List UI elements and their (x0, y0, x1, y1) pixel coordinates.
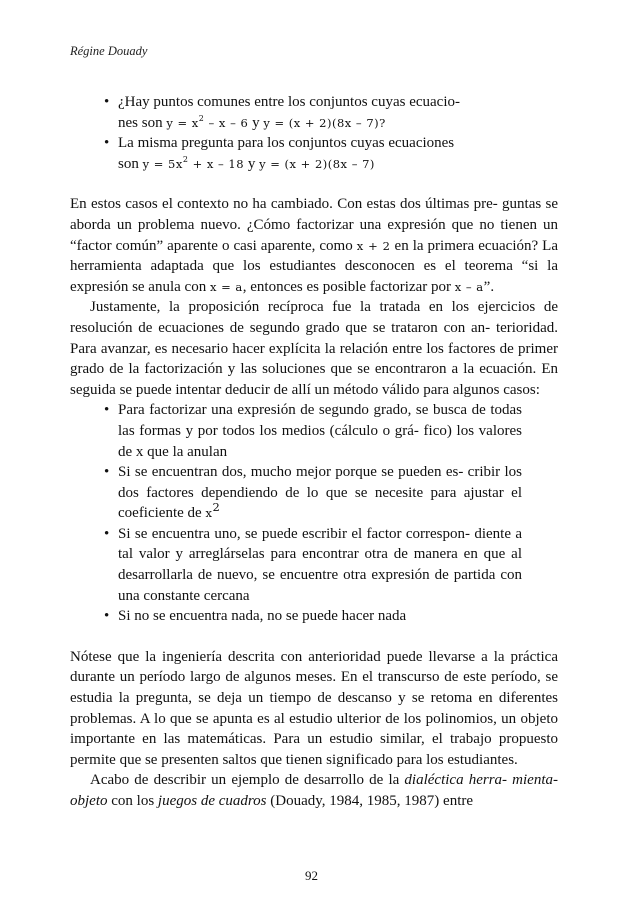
paragraph: Justamente, la proposición recíproca fue la tratada en los ejercicios de resolución de ecuaciones de segundo grado que se trataron con an- terioridad. Para avanzar, es necesario hacer explícita la relación entre los factores de primer grado de la factorización y las soluciones que se encontraron a la ecuación. En seguida se puede intentar deducir de allí un método válido para algunos casos: (70, 299, 558, 398)
running-head: Régine Douady (70, 44, 148, 58)
equation: y = (x + 2)(8x – 7) (263, 115, 380, 130)
list-item: • Para factorizar una expresión de segundo grado, se busca de todas las formas y por todos los medios (cálculo o grá- fico) los valores de x que la anulan (118, 400, 522, 462)
paragraph: En estos casos el contexto no ha cambiado. Con estas dos últimas pre- guntas se aborda un problema nuevo. ¿Cómo factorizar una expresión que no tienen un “factor común” aparente o casi aparente, como x + 2 en la primera ecuación? La herramienta adaptada que los estudiantes desconocen es el teorema “si la expresión se anula con x = a, entonces es posible factorizar por x – a”. (70, 196, 558, 295)
page-body (70, 92, 558, 812)
paragraph: Nótese que la ingeniería descrita con anterioridad puede llevarse a la práctica durante un período largo de algunos meses. En el transcurso de este período, se estudia la pregunta, se deja un tiempo de descanso y se retoma en diferentes problemas. A lo que se apunta es al estudio ulterior de los polinomios, un objeto importante en las matemáticas. Para un estudio similar, el trabajo propuesto permite que se presenten saltos que tienen significado para los estudiantes. (70, 648, 558, 768)
equation: $y = 5x^2 + x - 18$ (142, 154, 245, 171)
list-item: • Si no se encuentra nada, no se puede hacer nada (118, 606, 522, 627)
list-item: • La misma pregunta para los conjuntos cuyas ecuaciones son $y = 5x^2 + x - 18$ y y = (x + 2)(8x – 7) (118, 133, 538, 174)
list-item: • Si se encuentran dos, mucho mejor porque se pueden es- cribir los dos factores dependiendo de lo que se necesite para ajustar el coeficiente de $x^2$ (118, 462, 522, 524)
equation: $y = x^2 - x - 6$ (166, 113, 249, 130)
page-number: 92 (305, 868, 318, 883)
list-item: • Si se encuentra uno, se puede escribir el factor correspon- diente a tal valor y arreglárselas para encontrar otra de manera en que al desarrollarla de nuevo, se encuentre otra expresión de partida con una constante cercana (118, 524, 522, 606)
question-list (118, 92, 538, 174)
method-list (118, 400, 522, 627)
paragraph: Acabo de describir un ejemplo de desarrollo de la dialéctica herra- mienta-objeto con los juegos de cuadros (Douady, 1984, 1985, 1987) entre (70, 772, 558, 809)
list-item: • ¿Hay puntos comunes entre los conjuntos cuyas ecuacio- nes son $y = x^2 - x - 6$ y y = (x + 2)(8x – 7)? (118, 92, 538, 133)
equation: y = (x + 2)(8x – 7) (259, 156, 375, 171)
